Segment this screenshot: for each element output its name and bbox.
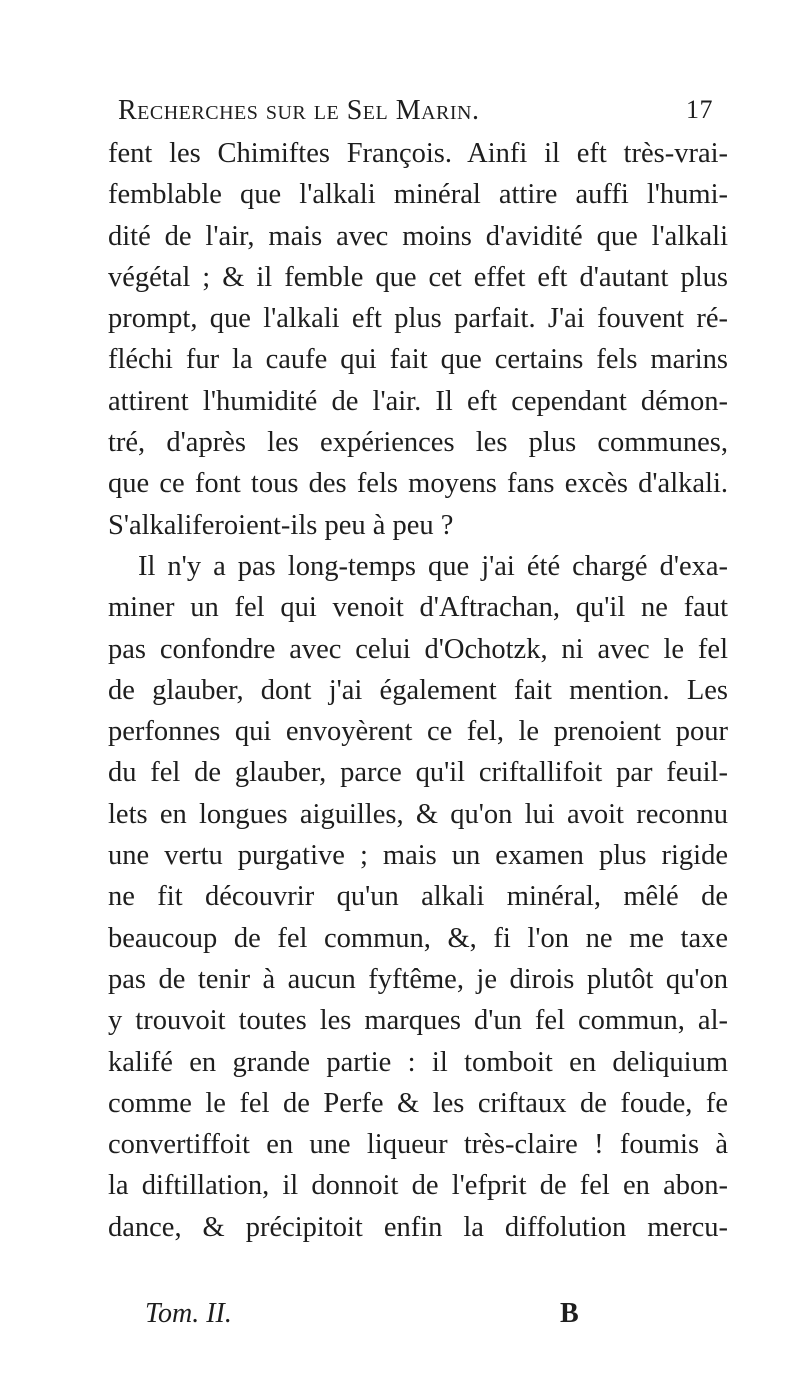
text-line: du fel de glauber, parce qu'il criftallifoit par feuil- xyxy=(108,757,728,789)
text-line: comme le fel de Perfe & les criftaux de foude, fe xyxy=(108,1087,728,1119)
text-line: perfonnes qui envoyèrent ce fel, le prenoient pour xyxy=(108,716,728,748)
text-line: y trouvoit toutes les marques d'un fel commun, al- xyxy=(108,1005,728,1037)
running-head xyxy=(118,95,718,135)
running-head-title: Recherches sur le Sel Marin. xyxy=(118,95,480,126)
text-line: de glauber, dont j'ai également fait mention. Les xyxy=(108,674,728,706)
text-line: la diftillation, il donnoit de l'efprit de fel en abon- xyxy=(108,1170,728,1202)
text-line: pas confondre avec celui d'Ochotzk, ni avec le fel xyxy=(108,633,728,665)
page-signature xyxy=(145,1298,725,1338)
text-line: miner un fel qui venoit d'Aftrachan, qu'il ne faut xyxy=(108,592,728,624)
text-line: végétal ; & il femble que cet effet eft d'autant plus xyxy=(108,261,728,293)
text-line: dité de l'air, mais avec moins d'avidité que l'alkali xyxy=(108,220,728,252)
body-text xyxy=(108,133,728,1248)
text-line: fent les Chimiftes François. Ainfi il eft très-vrai- xyxy=(108,138,728,169)
text-line: ne fit découvrir qu'un alkali minéral, mêlé de xyxy=(108,881,728,913)
text-line: que ce font tous des fels moyens fans excès d'alkali. xyxy=(108,468,728,500)
text-line: kalifé en grande partie : il tomboit en deliquium xyxy=(108,1046,728,1078)
volume-mark: Tom. II. xyxy=(145,1298,232,1329)
text-line: convertiffoit en une liqueur très-claire ! foumis à xyxy=(108,1129,728,1161)
page-number: 17 xyxy=(686,95,713,124)
text-line: lets en longues aiguilles, & qu'on lui avoit reconnu xyxy=(108,798,728,830)
text-line: attirent l'humidité de l'air. Il eft cependant démon- xyxy=(108,385,728,417)
text-line: femblable que l'alkali minéral attire auffi l'humi- xyxy=(108,179,728,211)
text-line: S'alkaliferoient-ils peu à peu ? xyxy=(108,509,454,541)
text-line: une vertu purgative ; mais un examen plus rigide xyxy=(108,840,728,872)
text-line: pas de tenir à aucun fyftême, je dirois plutôt qu'on xyxy=(108,963,728,995)
text-line: tré, d'après les expériences les plus communes, xyxy=(108,427,728,459)
text-line: fléchi fur la caufe qui fait que certains fels marins xyxy=(108,344,728,376)
text-line-paragraph-start: Il n'y a pas long-temps que j'ai été chargé d'exa- xyxy=(138,550,728,582)
text-line: beaucoup de fel commun, &, fi l'on ne me taxe xyxy=(108,922,728,954)
signature-mark: B xyxy=(560,1298,579,1329)
text-line: dance, & précipitoit enfin la diffolution mercu- xyxy=(108,1211,728,1243)
text-line: prompt, que l'alkali eft plus parfait. J'ai fouvent ré- xyxy=(108,303,728,335)
